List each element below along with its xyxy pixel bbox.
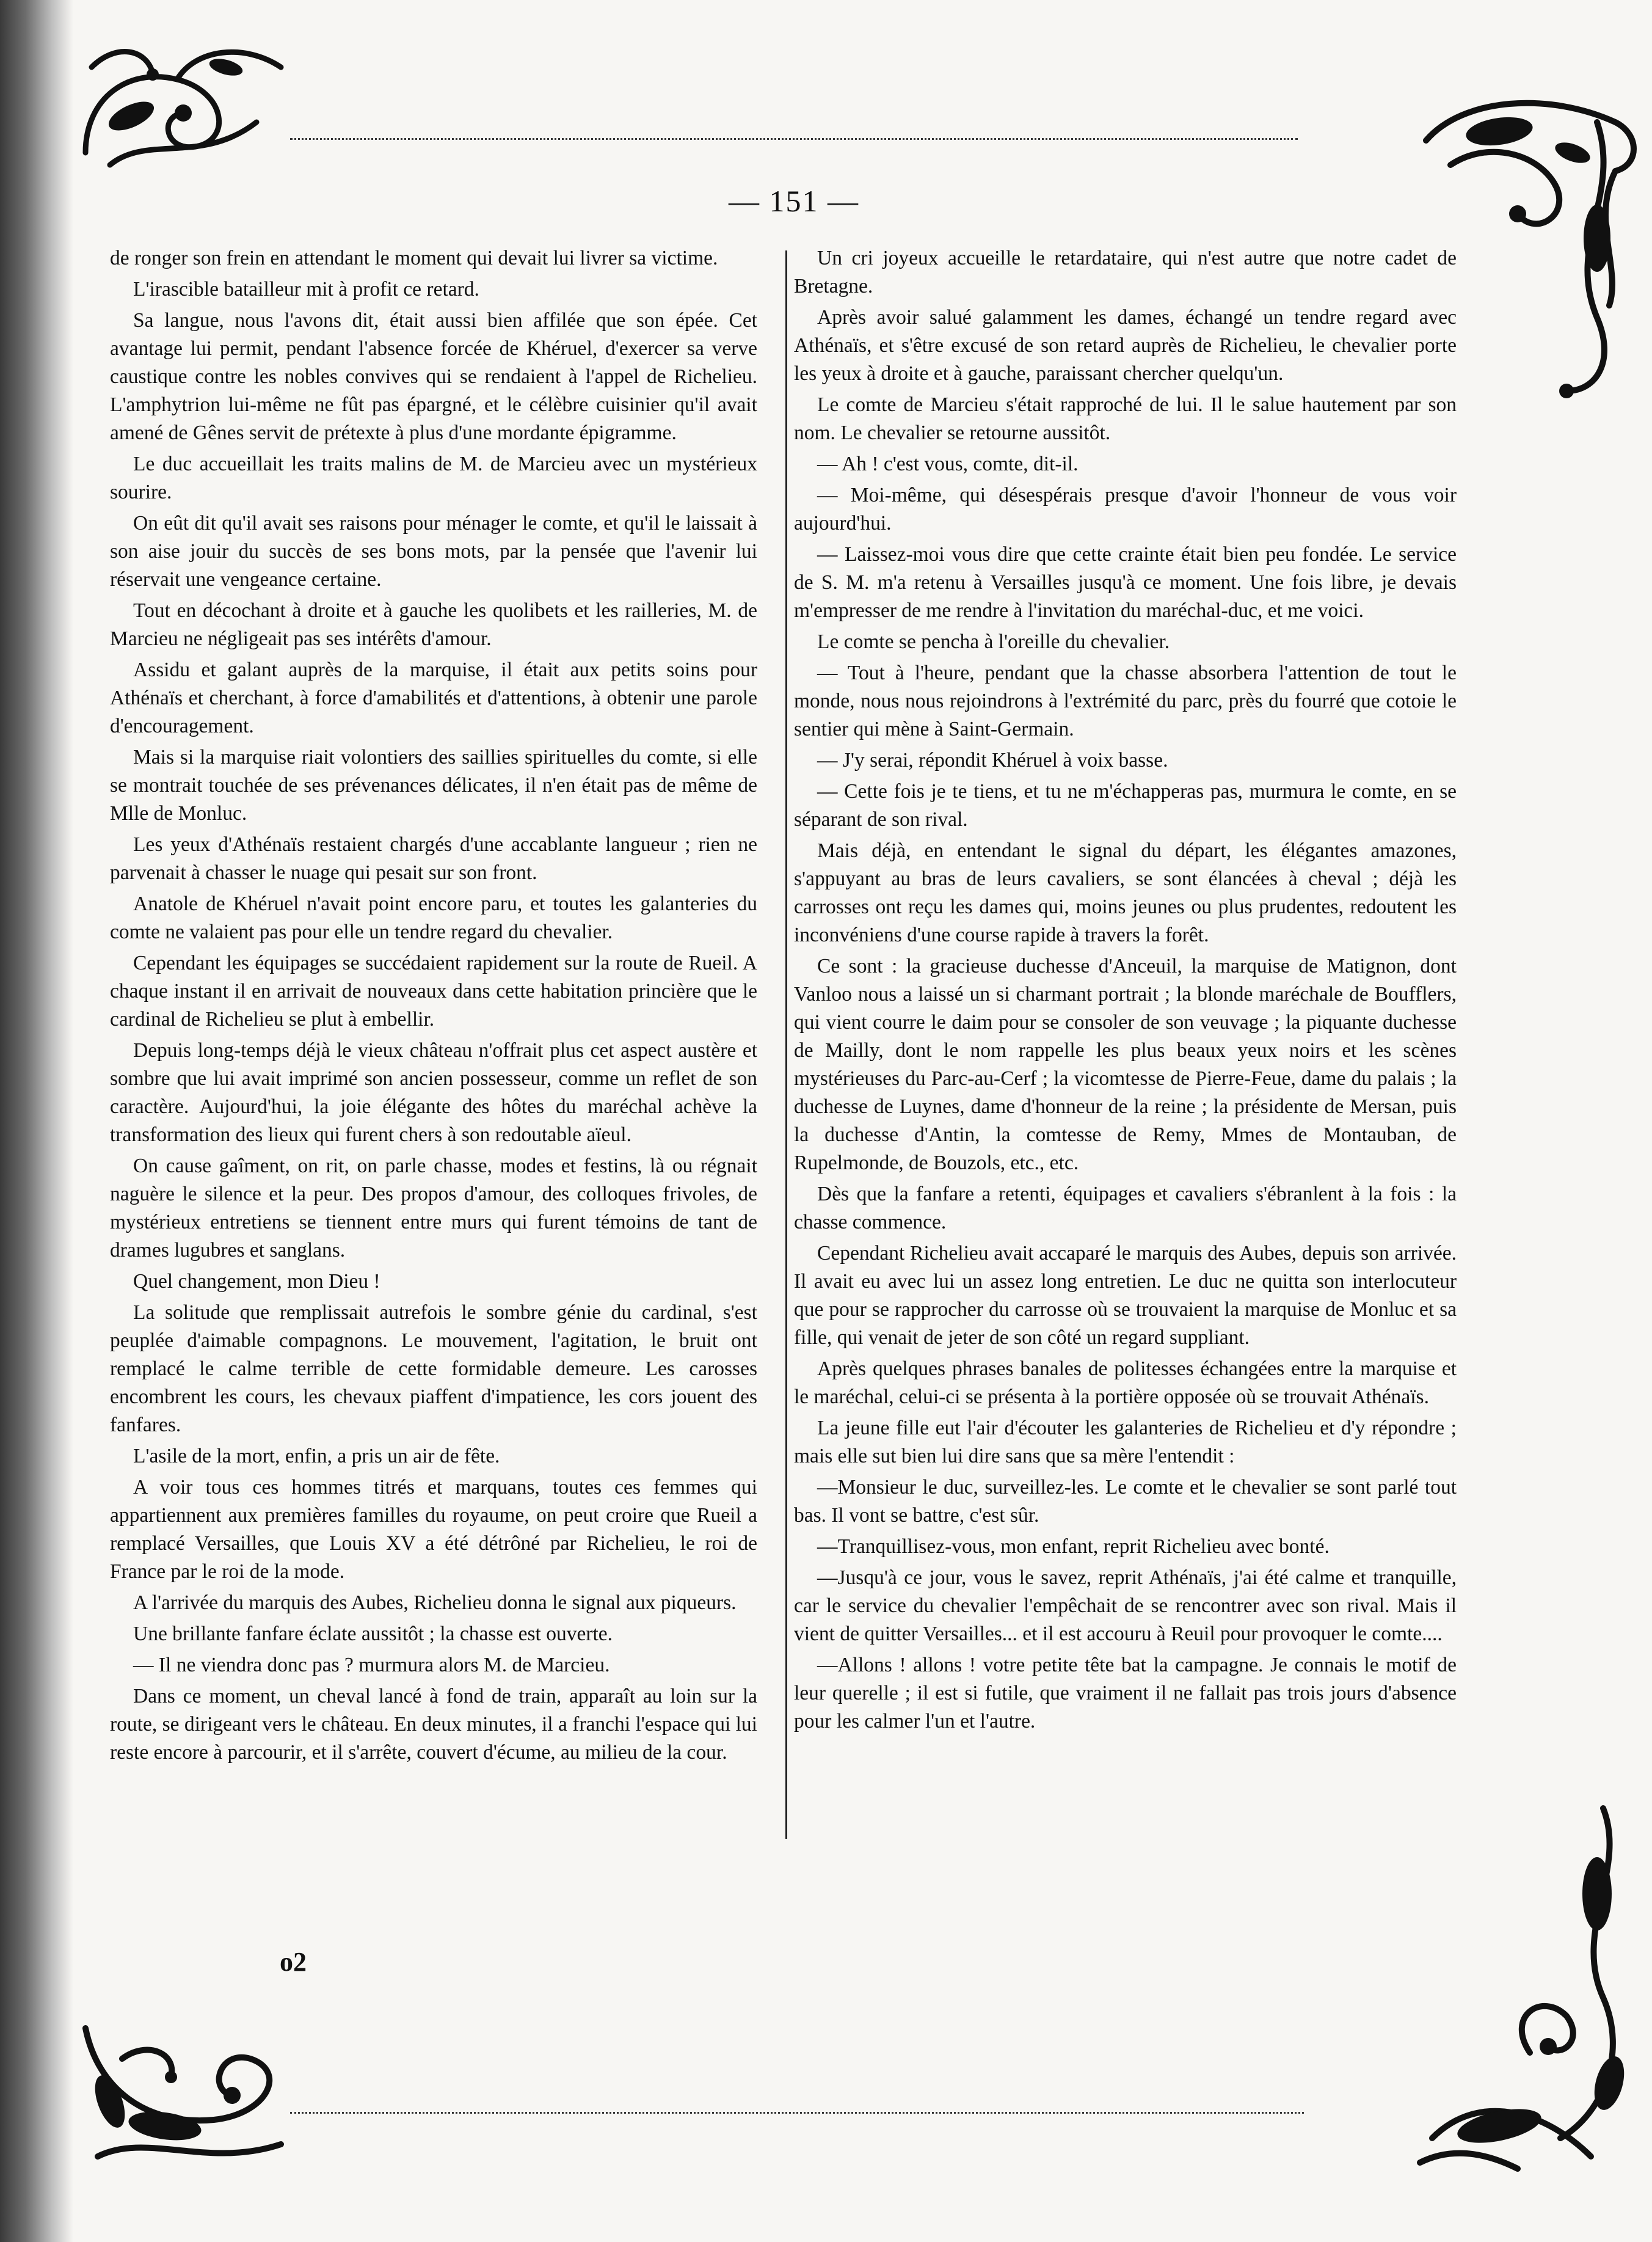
paragraph: L'irascible batailleur mit à profit ce retard. xyxy=(133,278,479,301)
right-column xyxy=(794,244,1457,1739)
paragraph: On eût dit qu'il avait ses raisons pour ménager le comte, et qu'il le laissait à son aise jouir du succès de ses bons mots, par la pensée que l'avenir lui réservait une vengeance certaine. xyxy=(110,512,757,591)
paragraph: Anatole de Khéruel n'avait point encore paru, et toutes les galanteries du comte ne valaient pas pour elle un tendre regard du chevalier. xyxy=(110,893,757,943)
paragraph: Cependant Richelieu avait accaparé le marquis des Aubes, depuis son arrivée. Il avait eu avec lui un assez long entretien. Le duc ne quitta son interlocuteur que pour se rapprocher du carrosse où se trouvaient la marquise de Monluc et sa fille, qui venait de jeter de son côté un regard suppliant. xyxy=(794,1242,1457,1349)
bottom-left-scroll-ornament-icon xyxy=(73,2004,305,2181)
paragraph: Mais si la marquise riait volontiers des saillies spirituelles du comte, si elle se montrait touchée de ses prévenances délicates, il n'en était pas de même de Mlle de Monluc. xyxy=(110,746,757,825)
paragraph: — Tout à l'heure, pendant que la chasse absorbera l'attention de tout le monde, nous nous rejoindrons à l'extrémité du parc, près du fourré que cotoie le sentier qui mène à Saint-Germain. xyxy=(794,662,1457,740)
paragraph: La jeune fille eut l'air d'écouter les galanteries de Richelieu et d'y répondre ; mais elle sut bien lui dire sans que sa mère l'entendit : xyxy=(794,1417,1457,1467)
paragraph: — Ah ! c'est vous, comte, dit-il. xyxy=(817,453,1079,475)
page-number: — 151 — xyxy=(729,184,859,218)
paragraph: On cause gaîment, on rit, on parle chasse, modes et festins, là ou régnait naguère le silence et la peur. Des propos d'amour, des colloques frivoles, de mystérieux entretiens se tiennent entre murs qui furent témoins de tant de drames lugubres et sanglans. xyxy=(110,1155,757,1262)
paragraph: Depuis long-temps déjà le vieux château n'offrait plus cet aspect austère et sombre que lui avait imprimé son ancien possesseur, comme un reflet de son caractère. Aujourd'hui, la joie élégante des hôtes du maréchal achève la transformation des lieux qui furent chers à son redoutable aïeul. xyxy=(110,1039,757,1146)
paragraph: —Jusqu'à ce jour, vous le savez, reprit Athénaïs, j'ai été calme et tranquille, car le service du chevalier l'empêchait de se rencontrer avec son rival. Mais il vient de quitter Versailles... et il est accouru à Reuil pour provoquer le comte.... xyxy=(794,1566,1457,1645)
bottom-right-scroll-ornament-icon xyxy=(1408,1796,1646,2175)
paragraph: —Monsieur le duc, surveillez-les. Le comte et le chevalier se sont parlé tout bas. Il vont se battre, c'est sûr. xyxy=(794,1476,1457,1527)
paragraph: Une brillante fanfare éclate aussitôt ; la chasse est ouverte. xyxy=(133,1623,613,1645)
paragraph: Sa langue, nous l'avons dit, était aussi bien affilée que son épée. Cet avantage lui permit, pendant l'absence forcée de Khéruel, d'exercer sa verve caustique contre les nobles convives qui se rendaient à l'appel de Richelieu. L'amphytrion lui-même ne fût pas épargné, et le célèbre cuisinier qu'il avait amené de Gênes servit de prétexte à plus d'une mordante épigramme. xyxy=(110,309,757,444)
paragraph: Les yeux d'Athénaïs restaient chargés d'une accablante langueur ; rien ne parvenait à chasser le nuage qui pesait sur son front. xyxy=(110,833,757,884)
paragraph: Le duc accueillait les traits malins de M. de Marcieu avec un mystérieux sourire. xyxy=(110,453,757,503)
paragraph: Dès que la fanfare a retenti, équipages et cavaliers s'ébranlent à la fois : la chasse commence. xyxy=(794,1183,1457,1233)
paragraph: Quel changement, mon Dieu ! xyxy=(133,1270,380,1293)
paragraph: A l'arrivée du marquis des Aubes, Richelieu donna le signal aux piqueurs. xyxy=(133,1591,737,1614)
top-dotted-rule xyxy=(290,138,1298,140)
binding-shadow xyxy=(0,0,73,2242)
paragraph: Tout en décochant à droite et à gauche les quolibets et les railleries, M. de Marcieu ne négligeait pas ses intérêts d'amour. xyxy=(110,599,757,650)
paragraph: —Allons ! allons ! votre petite tête bat la campagne. Je connais le motif de leur querelle ; il est si futile, que vraiment il ne fallait pas trois jours d'absence pour les calmer l'un et l'autre. xyxy=(794,1654,1457,1733)
left-column xyxy=(110,244,757,1770)
top-left-scroll-ornament-icon xyxy=(73,31,293,177)
paragraph: — Moi-même, qui désespérais presque d'avoir l'honneur de vous voir aujourd'hui. xyxy=(794,484,1457,535)
paragraph: Après avoir salué galamment les dames, échangé un tendre regard avec Athénaïs, et s'être excusé de son retard auprès de Richelieu, le chevalier porte les yeux à droite et à gauche, paraissant chercher quelqu'un. xyxy=(794,306,1457,385)
paragraph: Le comte se pencha à l'oreille du chevalier. xyxy=(817,630,1170,653)
column-divider xyxy=(785,250,787,1839)
paragraph: Après quelques phrases banales de politesses échangées entre la marquise et le maréchal, celui-ci se présenta à la portière opposée où se trouvait Athénaïs. xyxy=(794,1357,1457,1408)
paragraph: —Tranquillisez-vous, mon enfant, reprit Richelieu avec bonté. xyxy=(817,1535,1330,1558)
paragraph: de ronger son frein en attendant le moment qui devait lui livrer sa victime. xyxy=(110,247,718,269)
paragraph: — Cette fois je te tiens, et tu ne m'échapperas pas, murmura le comte, en se séparant de son rival. xyxy=(794,780,1457,831)
paragraph: A voir tous ces hommes titrés et marquans, toutes ces femmes qui appartiennent aux premières familles du royaume, on peut croire que Rueil a remplacé Versailles, que Louis XV a été détrôné par Richelieu, le roi de France par le roi de la mode. xyxy=(110,1476,757,1583)
paragraph: La solitude que remplissait autrefois le sombre génie du cardinal, s'est peuplée d'aimable compagnons. Le mouvement, l'agitation, le bruit ont remplacé le calme terrible de cette formidable demeure. Les carosses encombrent les cours, les chevaux piaffent d'impatience, les cors jouent des fanfares. xyxy=(110,1301,757,1436)
paragraph: Le comte de Marcieu s'était rapproché de lui. Il le salue hautement par son nom. Le chevalier se retourne aussitôt. xyxy=(794,393,1457,444)
printer-signature-mark: o2 xyxy=(280,1947,307,1977)
paragraph: Ce sont : la gracieuse duchesse d'Anceuil, la marquise de Matignon, dont Vanloo nous a laissé un si charmant portrait ; la blonde maréchale de Boufflers, qui vient courre le daim pour se consoler de son veuvage ; la piquante duchesse de Mailly, dont le nom rappelle les plus beaux yeux noirs et les scènes mystérieuses du Parc-au-Cerf ; la vicomtesse de Pierre-Feue, dame du palais ; la duchesse de Luynes, dame d'honneur de la reine ; la présidente de Mersan, puis la duchesse d'Antin, la comtesse de Remy, Mmes de Montauban, de Rupelmonde, de Bouzols, etc., etc. xyxy=(794,955,1457,1174)
paragraph: L'asile de la mort, enfin, a pris un air de fête. xyxy=(133,1445,500,1467)
paragraph: Un cri joyeux accueille le retardataire, qui n'est autre que notre cadet de Bretagne. xyxy=(794,247,1457,298)
paragraph: Dans ce moment, un cheval lancé à fond de train, apparaît au loin sur la route, se dirigeant vers le château. En deux minutes, il a franchi l'espace qui lui reste encore à parcourir, et il s'arrête, couvert d'écume, au milieu de la cour. xyxy=(110,1685,757,1764)
bottom-dotted-rule xyxy=(290,2112,1304,2114)
paragraph: — J'y serai, répondit Khéruel à voix basse. xyxy=(817,749,1168,772)
paragraph: Assidu et galant auprès de la marquise, il était aux petits soins pour Athénaïs et cherchant, à force d'amabilités et d'attentions, à obtenir une parole d'encouragement. xyxy=(110,659,757,737)
paragraph: Mais déjà, en entendant le signal du départ, les élégantes amazones, s'appuyant au bras de leurs cavaliers, se sont élancées à cheval ; déjà les carrosses ont reçu les dames qui, moins jeunes ou plus prudentes, redoutent les inconvéniens d'une course rapide à travers la forêt. xyxy=(794,839,1457,946)
paragraph: — Laissez-moi vous dire que cette crainte était bien peu fondée. Le service de S. M. m'a retenu à Versailles jusqu'à ce moment. Une fois libre, je devais m'empresser de me rendre à l'invitation du maréchal-duc, et me voici. xyxy=(794,543,1457,622)
paragraph: Cependant les équipages se succédaient rapidement sur la route de Rueil. A chaque instant il en arrivait de nouveaux dans cette habitation princière que le cardinal de Richelieu se plut à embellir. xyxy=(110,952,757,1031)
paragraph: — Il ne viendra donc pas ? murmura alors M. de Marcieu. xyxy=(133,1654,610,1676)
